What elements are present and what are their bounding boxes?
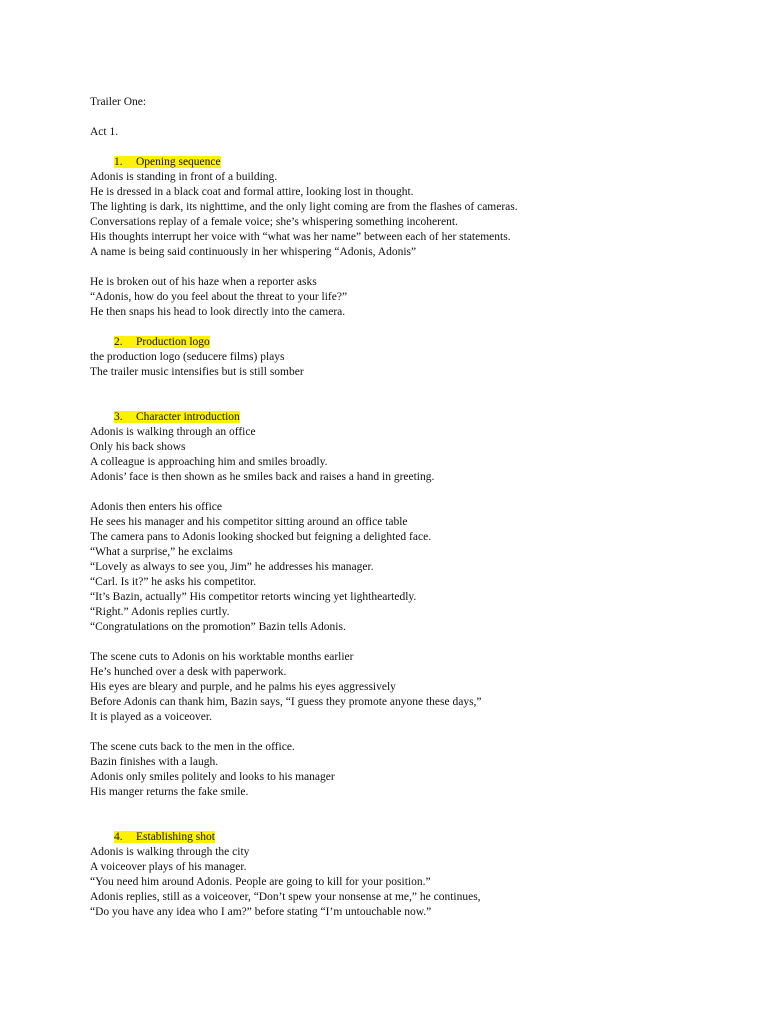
section-title: Opening sequence [136, 156, 221, 168]
script-line: “Adonis, how do you feel about the threat to your life?” [90, 291, 348, 303]
script-line: He is dressed in a black coat and formal attire, looking lost in thought. [90, 186, 414, 198]
script-line: Bazin finishes with a laugh. [90, 756, 219, 768]
script-line: “Do you have any idea who I am?” before stating “I’m untouchable now.” [90, 906, 432, 918]
script-line: A name is being said continuously in her whispering “Adonis, Adonis” [90, 246, 417, 258]
script-line: “Congratulations on the promotion” Bazin tells Adonis. [90, 621, 346, 633]
script-line: “Carl. Is it?” he asks his competitor. [90, 576, 257, 588]
section-number: 2. [114, 336, 123, 348]
script-line: “It’s Bazin, actually” His competitor retorts wincing yet lightheartedly. [90, 591, 417, 603]
section-number: 1. [114, 156, 123, 168]
section-title: Establishing shot [136, 831, 215, 843]
script-line: He sees his manager and his competitor sitting around an office table [90, 516, 408, 528]
section-title: Production logo [136, 336, 210, 348]
document-body [90, 95, 730, 920]
script-line: His thoughts interrupt her voice with “what was her name” between each of her statements. [90, 231, 511, 243]
script-line: “Lovely as always to see you, Jim” he addresses his manager. [90, 561, 374, 573]
script-line: Adonis is walking through an office [90, 426, 256, 438]
script-line: Adonis then enters his office [90, 501, 223, 513]
script-line: Before Adonis can thank him, Bazin says, “I guess they promote anyone these days,” [90, 696, 482, 708]
trailer-title: Trailer One: [90, 96, 147, 108]
section-heading-establishing-shot [90, 830, 730, 845]
script-line: A colleague is approaching him and smiles broadly. [90, 456, 328, 468]
script-line: Conversations replay of a female voice; she’s whispering something incoherent. [90, 216, 458, 228]
script-line: Adonis only smiles politely and looks to his manager [90, 771, 335, 783]
script-line: A voiceover plays of his manager. [90, 861, 247, 873]
script-line: It is played as a voiceover. [90, 711, 212, 723]
script-line: The trailer music intensifies but is still somber [90, 366, 304, 378]
script-line: Adonis’ face is then shown as he smiles back and raises a hand in greeting. [90, 471, 435, 483]
section-heading-opening-sequence [90, 155, 730, 170]
script-line: “You need him around Adonis. People are going to kill for your position.” [90, 876, 431, 888]
script-line: The scene cuts back to the men in the office. [90, 741, 295, 753]
script-line: He is broken out of his haze when a reporter asks [90, 276, 317, 288]
script-line: Adonis is standing in front of a building. [90, 171, 278, 183]
script-line: His manger returns the fake smile. [90, 786, 249, 798]
script-line: Adonis is walking through the city [90, 846, 250, 858]
script-line: He’s hunched over a desk with paperwork. [90, 666, 287, 678]
section-number: 3. [114, 411, 123, 423]
script-line: His eyes are bleary and purple, and he palms his eyes aggressively [90, 681, 396, 693]
section-heading-character-introduction [90, 410, 730, 425]
script-line: The camera pans to Adonis looking shocked but feigning a delighted face. [90, 531, 432, 543]
section-heading-production-logo [90, 335, 730, 350]
script-line: “What a surprise,” he exclaims [90, 546, 233, 558]
script-line: He then snaps his head to look directly into the camera. [90, 306, 346, 318]
act-label: Act 1. [90, 126, 119, 138]
script-line: “Right.” Adonis replies curtly. [90, 606, 230, 618]
script-line: The scene cuts to Adonis on his worktable months earlier [90, 651, 354, 663]
script-line: The lighting is dark, its nighttime, and the only light coming are from the flashes of cameras. [90, 201, 518, 213]
script-line: Adonis replies, still as a voiceover, “Don’t spew your nonsense at me,” he continues, [90, 891, 481, 903]
script-line: Only his back shows [90, 441, 186, 453]
section-title: Character introduction [136, 411, 240, 423]
section-number: 4. [114, 831, 123, 843]
script-line: the production logo (seducere films) plays [90, 351, 285, 363]
